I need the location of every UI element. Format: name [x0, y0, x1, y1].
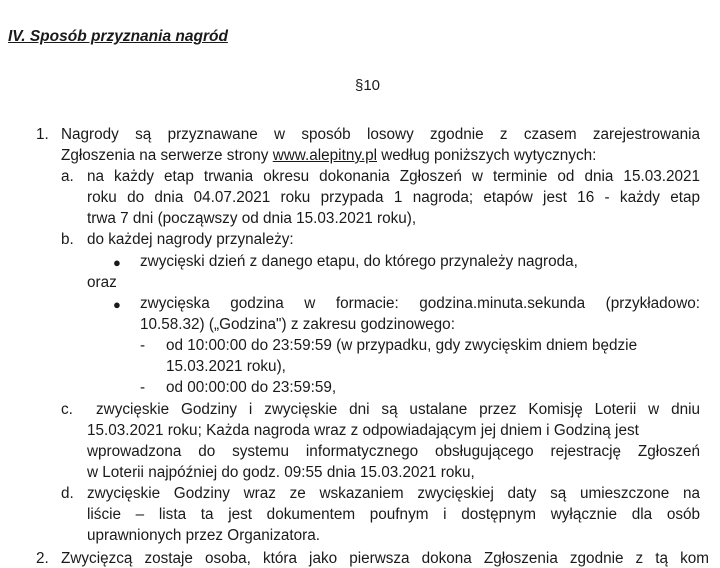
item-b-dash-1-line-1: od 10:00:00 do 23:59:59 (w przypadku, gdy zwycięskim dniem będzie: [166, 337, 638, 354]
item-a-line-2: roku do dnia 04.07.2021 roku przypada 1 nagroda; etapów jest 16 - każdy etap: [87, 189, 700, 206]
item-d-marker: d.: [61, 485, 74, 502]
item-2-marker: 2.: [36, 550, 49, 567]
dash-icon: -: [140, 379, 146, 396]
item-b-marker: b.: [61, 231, 74, 248]
website-link[interactable]: www.alepitny.pl: [272, 147, 377, 164]
item-1-marker: 1.: [36, 126, 49, 143]
item-d-line-1: zwycięskie Godziny wraz ze wskazaniem zwycięskiej daty są umieszczone na: [87, 485, 700, 502]
item-c-line-4: w Loterii najpóźniej do godz. 09:55 dnia 15.03.2021 roku,: [87, 464, 475, 481]
item-a-line-3: trwa 7 dni (począwszy od dnia 15.03.2021 roku),: [87, 210, 417, 227]
item-1-line-2-pre: Zgłoszenia na serwerze strony: [61, 147, 273, 164]
item-b-dash-2: od 00:00:00 do 23:59:59,: [166, 379, 337, 396]
item-d-line-2: liście – lista ta jest dokumentem poufnym i dostępnym wyłącznie dla osób: [87, 506, 700, 523]
item-b-bullet-2-line-1: zwycięska godzina w formacie: godzina.minuta.sekunda (przykładowo:: [140, 295, 700, 312]
item-c-line-1: zwycięskie Godziny i zwycięskie dni są ustalane przez Komisję Loterii w dniu: [96, 401, 700, 418]
item-d-line-3: uprawnionych przez Organizatora.: [87, 527, 320, 544]
item-a-line-1: na każdy etap trwania okresu dokonania Zgłoszeń w terminie od dnia 15.03.2021: [87, 168, 700, 185]
item-a-marker: a.: [61, 168, 74, 185]
bullet-icon: ●: [113, 255, 121, 270]
item-b-oraz: oraz: [87, 274, 117, 291]
item-1-line-2-post: według poniższych wytycznych:: [377, 147, 597, 164]
item-1-line-2: [61, 147, 596, 165]
item-b-bullet-2-line-2: 10.58.32) („Godzina") z zakresu godzinowego:: [140, 316, 455, 333]
item-b-intro: do każdej nagrody przynależy:: [87, 231, 294, 248]
item-b-dash-1-line-2: 15.03.2021 roku),: [166, 358, 286, 375]
item-c-marker: c.: [61, 401, 73, 418]
item-b-bullet-1: zwycięski dzień z danego etapu, do którego przynależy nagroda,: [140, 253, 578, 270]
section-heading: IV. Sposób przyznania nagród: [8, 28, 228, 45]
dash-icon: -: [140, 337, 146, 354]
item-c-line-2: 15.03.2021 roku; Każda nagroda wraz z odpowiadającym jej dniem i Godziną jest: [87, 422, 639, 439]
item-c-line-3: wprowadzona do systemu informatycznego obsługującego rejestrację Zgłoszeń: [87, 443, 700, 460]
item-1-line-1: Nagrody są przyznawane w sposób losowy zgodnie z czasem zarejestrowania: [61, 126, 700, 143]
item-2-line-1: Zwycięzcą zostaje osoba, która jako pierwsza dokona Zgłoszenia zgodnie z tą kom: [61, 550, 709, 567]
bullet-icon: ●: [113, 297, 121, 312]
paragraph-number: §10: [354, 77, 381, 94]
